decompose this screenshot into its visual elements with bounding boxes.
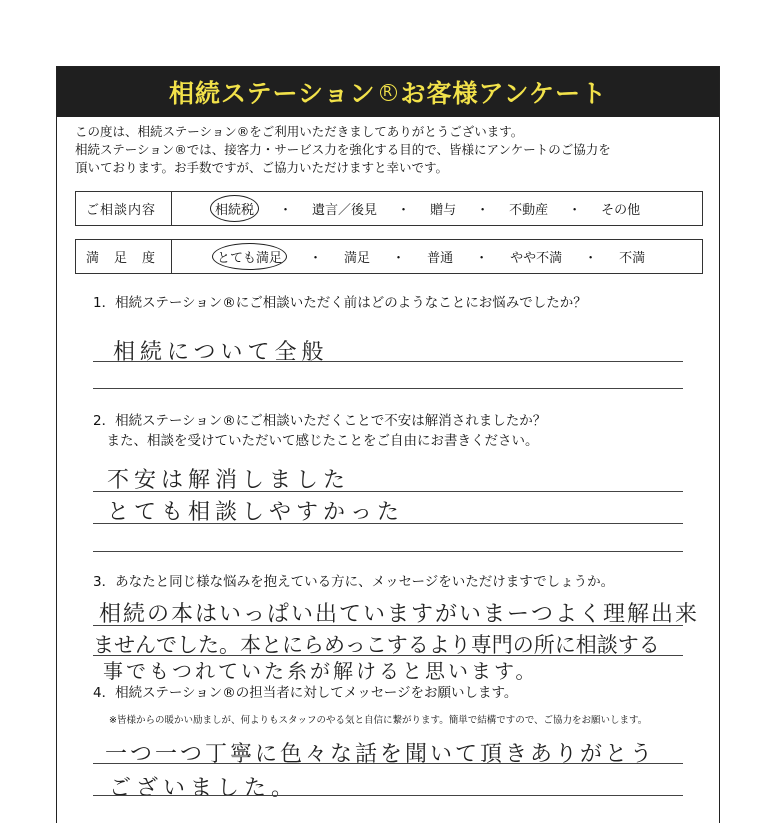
question-2-line1: 2．相続ステーション®にご相談いただくことで不安は解消されましたか？ [93, 413, 547, 429]
answer-line [93, 491, 683, 492]
consult-option-gift[interactable]: 贈与 [430, 203, 457, 218]
consult-option-real-estate[interactable]: 不動産 [509, 203, 549, 218]
consult-option-inheritance-tax[interactable]: 相続税 [210, 195, 259, 222]
satisfaction-option-very-satisfied[interactable]: とても満足 [212, 243, 287, 270]
answer-line [93, 551, 683, 552]
consult-option-other[interactable]: その他 [601, 203, 641, 218]
answer-line [93, 625, 683, 626]
question-4: 4．相続ステーション®の担当者に対してメッセージをお願いします。 [93, 685, 518, 701]
question-3: 3．あなたと同じ様な悩みを抱えている方に、メッセージをいただけますでしょうか。 [93, 574, 615, 590]
answer-line [93, 523, 683, 524]
question-2 [93, 411, 546, 451]
answer-line [93, 795, 683, 796]
survey-title [57, 67, 719, 117]
answer-line [93, 763, 683, 764]
registered-mark-icon: R [380, 84, 397, 101]
answer-line [93, 388, 683, 389]
satisfaction-row: 満 足 度 とても満足 ・ 満足 ・ 普通 ・ やや不満 ・ 不満 [75, 239, 703, 274]
answer-2-line: とても相談しやすかった [107, 500, 405, 525]
consult-type-row: ご相談内容 相続税 ・ 遺言／後見 ・ 贈与 ・ 不動産 ・ その他 [75, 191, 703, 226]
survey-sheet [56, 66, 720, 823]
answer-line [93, 361, 683, 362]
satisfaction-option-neutral[interactable]: 普通 [427, 251, 454, 266]
question-4-note: ※皆様からの暖かい励ましが、何よりもスタッフのやる気と自信に繋がります。簡単で結構ですので、ご協力をお願いします。 [109, 715, 648, 726]
consult-type-label: ご相談内容 [76, 192, 172, 225]
intro-line: この度は、相続ステーション®をご利用いただきましてありがとうございます。 [75, 124, 524, 139]
answer-4-line: ございました。 [109, 776, 299, 801]
answer-2-line: 不安は解消しました [107, 468, 351, 493]
answer-4-line: 一つ一つ丁寧に色々な話を聞いて頂きありがとう [105, 742, 656, 767]
consult-option-will[interactable]: 遺言／後見 [312, 203, 378, 218]
question-2-line2: また、相談を受けていただいて感じたことをご自由にお書きください。 [93, 433, 539, 449]
satisfaction-option-dissatisfied[interactable]: 不満 [619, 251, 646, 266]
answer-3-line: 相続の本はいっぱい出ていますがいまーつよく理解出来 [99, 602, 700, 627]
answer-3-line: 事でもつれていた糸が解けると思います。 [103, 659, 539, 683]
satisfaction-option-somewhat-dissatisfied[interactable]: やや不満 [510, 251, 563, 266]
intro-text [75, 123, 705, 177]
intro-line: 頂いております。お手数ですが、ご協力いただけますと幸いです。 [75, 160, 449, 175]
satisfaction-option-satisfied[interactable]: 満足 [344, 251, 371, 266]
answer-1-line: 相続について全般 [113, 340, 329, 365]
title-suffix: お客様アンケート [400, 79, 608, 108]
question-1: 1．相続ステーション®にご相談いただく前はどのようなことにお悩みでしたか？ [93, 295, 587, 311]
satisfaction-label: 満 足 度 [76, 240, 172, 273]
intro-line: 相続ステーション®では、接客力・サービス力を強化する目的で、皆様にアンケートのご協力を [75, 142, 611, 157]
title-main: 相続ステーション [168, 79, 376, 108]
answer-3-line: ませんでした。本とにらめっこするより専門の所に相談する [93, 633, 660, 657]
